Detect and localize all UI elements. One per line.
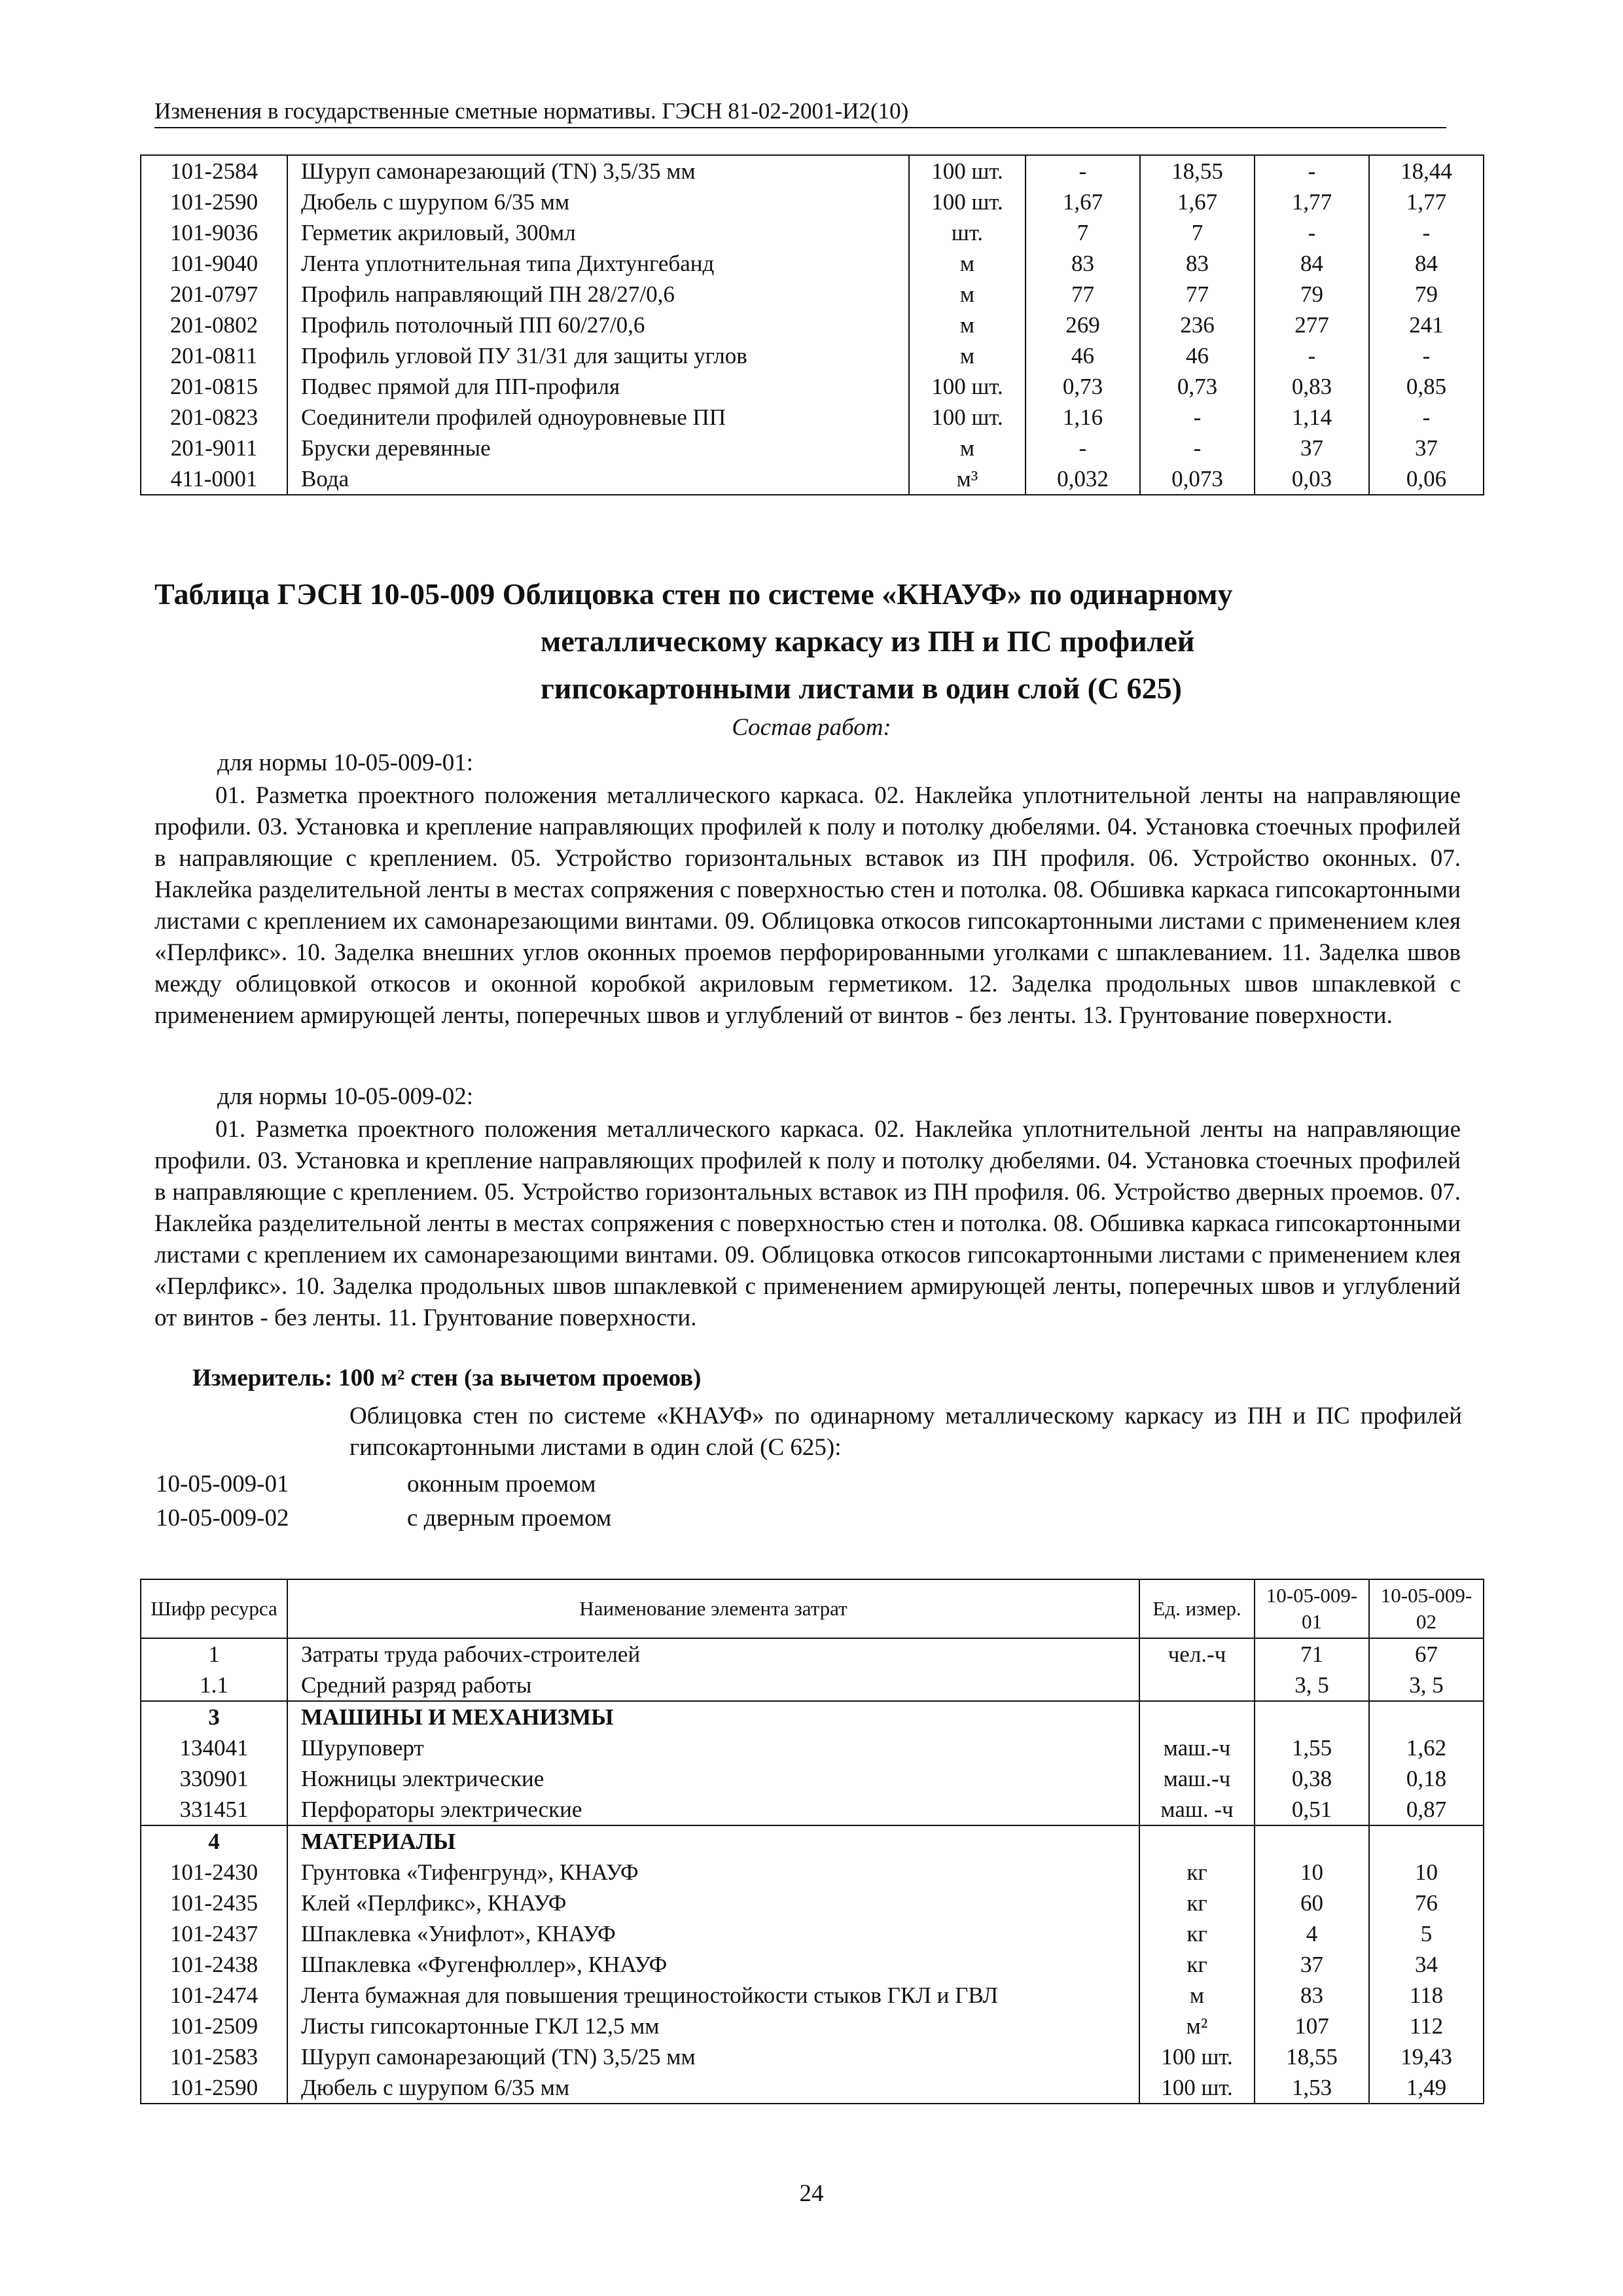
- running-header: Изменения в государственные сметные нормативы. ГЭСН 81-02-2001-И2(10): [154, 97, 1446, 128]
- resource-unit: [1139, 1825, 1255, 1857]
- resource-value: 60: [1255, 1888, 1369, 1918]
- section-title-line-3: гипсокартонными листами в один слой (С 625): [541, 672, 1182, 705]
- header-norm-2: 10-05-009-02: [1369, 1579, 1484, 1638]
- resource-unit: м³: [909, 463, 1026, 495]
- table-row: [141, 279, 1484, 310]
- resource-name: Листы гипсокартонные ГКЛ 12,5 мм: [287, 2011, 1139, 2041]
- resource-value: 1,16: [1026, 402, 1140, 433]
- resource-value: -: [1140, 402, 1255, 433]
- resource-code: 134041: [179, 1735, 249, 1761]
- resource-value: 10: [1255, 1857, 1369, 1888]
- resource-code: 1: [208, 1641, 220, 1667]
- header-unit: Ед. измер.: [1139, 1579, 1255, 1638]
- resource-unit: чел.-ч: [1139, 1638, 1255, 1670]
- norm-variant: оконным проемом: [407, 1471, 596, 1498]
- resource-value: 4: [1255, 1918, 1369, 1949]
- resource-code: 330901: [179, 1766, 249, 1791]
- norm-1-works-text: 01. Разметка проектного положения металлического каркаса. 02. Наклейка уплотнительной ленты на направляющие профили. 03. Установка и крепление направляющих профилей к полу и потолку дюбелями. 04. Установка стоечных профилей в направляющие с креплением. 05. Устройство горизонтальных вставок из ПН профиля. 06. Устройство оконных. 07. Наклейка разделительной ленты в местах сопряжения с поверхностью стен и потолка. 08. Обшивка каркаса гипсокартонными листами с креплением их самонарезающими винтами. 09. Облицовка откосов гипсокартонными листами с применением клея «Перлфикс». 10. Заделка внешних углов оконных проемов перфорированными уголками с шпаклеванием. 11. Заделка швов между облицовкой откосов и оконной коробкой акриловым герметиком. 12. Заделка продольных швов шпаклевкой с применением армирующей ленты, поперечных швов и углублений от винтов - без ленты. 13. Грунтование поверхности.: [154, 782, 1461, 1029]
- resource-value: 84: [1369, 248, 1484, 279]
- resource-value: 1,55: [1255, 1732, 1369, 1763]
- resource-name: Профиль направляющий ПН 28/27/0,6: [287, 279, 909, 310]
- resource-code: 101-2583: [169, 2044, 259, 2070]
- table-row: [141, 340, 1484, 371]
- resource-code: 1.1: [200, 1672, 228, 1698]
- table-row: [141, 187, 1484, 217]
- resource-value: 1,62: [1369, 1732, 1484, 1763]
- resource-value: -: [1255, 155, 1369, 187]
- norm-code: 10-05-009-01: [156, 1471, 289, 1498]
- resource-value: 1,77: [1255, 187, 1369, 217]
- table-row: [141, 1949, 1484, 1980]
- page-number: 24: [799, 2180, 824, 2207]
- resource-value: 37: [1255, 1949, 1369, 1980]
- resource-value: 79: [1255, 279, 1369, 310]
- resource-code: 101-2509: [169, 2013, 259, 2039]
- resource-value: [1369, 1825, 1484, 1857]
- table-row: [141, 248, 1484, 279]
- resource-value: [1255, 1701, 1369, 1732]
- resource-value: 241: [1369, 310, 1484, 340]
- resource-value: -: [1026, 433, 1140, 463]
- resource-name: Профиль угловой ПУ 31/31 для защиты углов: [287, 340, 909, 371]
- resource-unit: 100 шт.: [909, 371, 1026, 402]
- resource-value: 1,77: [1369, 187, 1484, 217]
- resource-value: 0,85: [1369, 371, 1484, 402]
- resource-value: 0,06: [1369, 463, 1484, 495]
- resource-value: [1255, 1825, 1369, 1857]
- resource-name: Лента бумажная для повышения трещиностойкости стыков ГКЛ и ГВЛ: [287, 1980, 1139, 2011]
- resource-value: 1,49: [1369, 2072, 1484, 2104]
- table-row: [141, 155, 1484, 187]
- table-row: [141, 1980, 1484, 2011]
- resource-code: 101-9036: [169, 220, 259, 245]
- resource-name: Герметик акриловый, 300мл: [287, 217, 909, 248]
- resource-unit: кг: [1139, 1918, 1255, 1949]
- resource-code: 101-2438: [169, 1952, 259, 1977]
- resource-value: -: [1026, 155, 1140, 187]
- resource-value: 1,53: [1255, 2072, 1369, 2104]
- resource-name: Грунтовка «Тифенгрунд», КНАУФ: [287, 1857, 1139, 1888]
- resource-value: 37: [1255, 433, 1369, 463]
- resource-value: -: [1255, 340, 1369, 371]
- norm-description: Облицовка стен по системе «КНАУФ» по одинарному металлическому каркасу из ПН и ПС профилей гипсокартонными листами в один слой (С 625):: [349, 1403, 1462, 1461]
- resource-unit: кг: [1139, 1888, 1255, 1918]
- resource-value: 0,51: [1255, 1794, 1369, 1825]
- resource-unit: 100 шт.: [909, 402, 1026, 433]
- resource-name: Дюбель с шурупом 6/35 мм: [287, 2072, 1139, 2104]
- resource-value: 77: [1026, 279, 1140, 310]
- resource-code: 201-9011: [170, 435, 258, 461]
- resource-unit: маш. -ч: [1139, 1794, 1255, 1825]
- resource-unit: 100 шт.: [909, 187, 1026, 217]
- resource-value: 3, 5: [1369, 1670, 1484, 1701]
- resource-value: 67: [1369, 1638, 1484, 1670]
- table-row: [141, 433, 1484, 463]
- resource-code: 4: [141, 1825, 287, 1857]
- resource-value: 3, 5: [1255, 1670, 1369, 1701]
- resource-unit: [1139, 1670, 1255, 1701]
- resource-name: Средний разряд работы: [287, 1670, 1139, 1701]
- resource-value: 84: [1255, 248, 1369, 279]
- resource-value: 7: [1026, 217, 1140, 248]
- resource-value: 77: [1140, 279, 1255, 310]
- norm-2-works-text: 01. Разметка проектного положения металлического каркаса. 02. Наклейка уплотнительной ленты на направляющие профили. 03. Установка и крепление направляющих профилей к полу и потолку дюбелями. 04. Установка стоечных профилей в направляющие с креплением. 05. Устройство горизонтальных вставок из ПН профиля. 06. Устройство дверных проемов. 07. Наклейка разделительной ленты в местах сопряжения с поверхностью стен и потолка. 08. Обшивка каркаса гипсокартонными листами с креплением их самонарезающими винтами. 09. Облицовка откосов гипсокартонными листами с применением клея «Перлфикс». 10. Заделка продольных швов шпаклевкой с применением армирующей ленты, поперечных швов и углублений от винтов - без ленты. 11. Грунтование поверхности.: [154, 1116, 1461, 1331]
- resource-unit: м: [909, 433, 1026, 463]
- resource-value: 0,83: [1255, 371, 1369, 402]
- resource-unit: м: [909, 248, 1026, 279]
- resource-value: 1,67: [1140, 187, 1255, 217]
- resource-value: 83: [1026, 248, 1140, 279]
- works-composition-heading: Состав работ:: [732, 714, 891, 741]
- section-row: [141, 1825, 1484, 1857]
- table-row: [141, 1670, 1484, 1701]
- resource-code: 101-2590: [169, 2075, 259, 2100]
- resource-unit: [1139, 1701, 1255, 1732]
- resource-code: 331451: [179, 1797, 249, 1822]
- resource-code: 201-0823: [169, 404, 259, 430]
- measure-unit: Измеритель: 100 м² стен (за вычетом проемов): [192, 1365, 702, 1391]
- resource-name: Шпаклевка «Фугенфюллер», КНАУФ: [287, 1949, 1139, 1980]
- resource-name: Затраты труда рабочих-строителей: [287, 1638, 1139, 1670]
- table-row: [141, 1888, 1484, 1918]
- resource-unit: кг: [1139, 1949, 1255, 1980]
- resource-name: МАШИНЫ И МЕХАНИЗМЫ: [287, 1701, 1139, 1732]
- resource-value: 46: [1140, 340, 1255, 371]
- resource-value: 0,38: [1255, 1763, 1369, 1794]
- table-header-row: [141, 1579, 1484, 1638]
- norm-code: 10-05-009-02: [156, 1505, 289, 1532]
- resource-value: 18,44: [1369, 155, 1484, 187]
- resource-value: 0,03: [1255, 463, 1369, 495]
- table-row: [141, 402, 1484, 433]
- resource-value: 0,18: [1369, 1763, 1484, 1794]
- resource-value: 5: [1369, 1918, 1484, 1949]
- resource-value: 0,87: [1369, 1794, 1484, 1825]
- resource-code: 101-2430: [169, 1859, 259, 1885]
- table-row: [141, 1732, 1484, 1763]
- resource-name: Соединители профилей одноуровневые ПП: [287, 402, 909, 433]
- resource-name: Шуруповерт: [287, 1732, 1139, 1763]
- resource-name: Дюбель с шурупом 6/35 мм: [287, 187, 909, 217]
- resource-value: 112: [1369, 2011, 1484, 2041]
- header-code: Шифр ресурса: [141, 1579, 287, 1638]
- norm-variant: с дверным проемом: [407, 1505, 612, 1532]
- resource-value: 236: [1140, 310, 1255, 340]
- table-row: [141, 2041, 1484, 2072]
- resource-value: 277: [1255, 310, 1369, 340]
- resource-value: 46: [1026, 340, 1140, 371]
- table-row: [141, 371, 1484, 402]
- table-row: [141, 463, 1484, 495]
- resource-value: -: [1255, 217, 1369, 248]
- resource-unit: м: [909, 340, 1026, 371]
- resource-value: -: [1140, 433, 1255, 463]
- resource-name: Лента уплотнительная типа Дихтунгебанд: [287, 248, 909, 279]
- resource-name: Клей «Перлфикс», КНАУФ: [287, 1888, 1139, 1918]
- resource-value: 71: [1255, 1638, 1369, 1670]
- resource-value: 18,55: [1140, 155, 1255, 187]
- resource-code: 101-2584: [169, 158, 259, 184]
- resource-name: Профиль потолочный ПП 60/27/0,6: [287, 310, 909, 340]
- resource-value: 34: [1369, 1949, 1484, 1980]
- norm-2-label: для нормы 10-05-009-02:: [217, 1083, 474, 1110]
- resource-name: Ножницы электрические: [287, 1763, 1139, 1794]
- resource-value: -: [1369, 402, 1484, 433]
- resource-value: 0,032: [1026, 463, 1140, 495]
- resource-unit: 100 шт.: [1139, 2072, 1255, 2104]
- resources-table: [140, 1579, 1484, 2104]
- resource-value: -: [1369, 217, 1484, 248]
- resource-unit: м²: [1139, 2011, 1255, 2041]
- resource-value: 269: [1026, 310, 1140, 340]
- table-row: [141, 1638, 1484, 1670]
- section-row: [141, 1701, 1484, 1732]
- table-row: [141, 1918, 1484, 1949]
- resource-code: 411-0001: [170, 466, 258, 492]
- resource-unit: шт.: [909, 217, 1026, 248]
- resource-code: 3: [141, 1701, 287, 1732]
- resource-value: 0,73: [1026, 371, 1140, 402]
- table-row: [141, 1794, 1484, 1825]
- resource-unit: 100 шт.: [1139, 2041, 1255, 2072]
- resource-unit: м: [909, 310, 1026, 340]
- resource-name: МАТЕРИАЛЫ: [287, 1825, 1139, 1857]
- table-row: [141, 2011, 1484, 2041]
- resource-value: 7: [1140, 217, 1255, 248]
- table-row: [141, 1763, 1484, 1794]
- table-row: [141, 2072, 1484, 2104]
- resource-value: 1,14: [1255, 402, 1369, 433]
- resource-value: 18,55: [1255, 2041, 1369, 2072]
- resource-name: Вода: [287, 463, 909, 495]
- resource-code: 101-2590: [169, 189, 259, 215]
- resource-value: 107: [1255, 2011, 1369, 2041]
- norm-1-label: для нормы 10-05-009-01:: [217, 749, 474, 776]
- resource-value: 1,67: [1026, 187, 1140, 217]
- header-name: Наименование элемента затрат: [287, 1579, 1139, 1638]
- header-norm-1: 10-05-009-01: [1255, 1579, 1369, 1638]
- resource-code: 101-2435: [169, 1890, 259, 1916]
- resources-table-continued: [140, 154, 1484, 495]
- resource-value: 83: [1255, 1980, 1369, 2011]
- resource-value: [1369, 1701, 1484, 1732]
- resource-name: Перфораторы электрические: [287, 1794, 1139, 1825]
- resource-value: 79: [1369, 279, 1484, 310]
- resource-unit: 100 шт.: [909, 155, 1026, 187]
- table-row: [141, 1857, 1484, 1888]
- resource-name: Шуруп самонарезающий (TN) 3,5/25 мм: [287, 2041, 1139, 2072]
- resource-code: 101-2474: [169, 1982, 259, 2008]
- resource-unit: маш.-ч: [1139, 1732, 1255, 1763]
- resource-unit: кг: [1139, 1857, 1255, 1888]
- resource-value: 10: [1369, 1857, 1484, 1888]
- resource-value: 37: [1369, 433, 1484, 463]
- resource-code: 101-9040: [169, 251, 259, 276]
- resource-value: 118: [1369, 1980, 1484, 2011]
- section-title-line-1: Таблица ГЭСН 10-05-009 Облицовка стен по системе «КНАУФ» по одинарному: [154, 577, 1233, 611]
- resource-name: Подвес прямой для ПП-профиля: [287, 371, 909, 402]
- resource-unit: маш.-ч: [1139, 1763, 1255, 1794]
- resource-value: 0,073: [1140, 463, 1255, 495]
- resource-unit: м: [1139, 1980, 1255, 2011]
- resource-code: 201-0815: [169, 374, 259, 399]
- resource-value: 76: [1369, 1888, 1484, 1918]
- resource-code: 201-0811: [170, 343, 258, 368]
- table-row: [141, 217, 1484, 248]
- resource-value: -: [1369, 340, 1484, 371]
- resource-code: 101-2437: [169, 1921, 259, 1946]
- resource-unit: м: [909, 279, 1026, 310]
- resource-code: 201-0802: [169, 312, 259, 338]
- resource-name: Бруски деревянные: [287, 433, 909, 463]
- resource-value: 0,73: [1140, 371, 1255, 402]
- table-row: [141, 310, 1484, 340]
- resource-name: Шпаклевка «Унифлот», КНАУФ: [287, 1918, 1139, 1949]
- resource-code: 201-0797: [169, 281, 259, 307]
- resource-value: 19,43: [1369, 2041, 1484, 2072]
- resource-value: 83: [1140, 248, 1255, 279]
- section-title-line-2: металлическому каркасу из ПН и ПС профилей: [541, 624, 1195, 658]
- resource-name: Шуруп самонарезающий (TN) 3,5/35 мм: [287, 155, 909, 187]
